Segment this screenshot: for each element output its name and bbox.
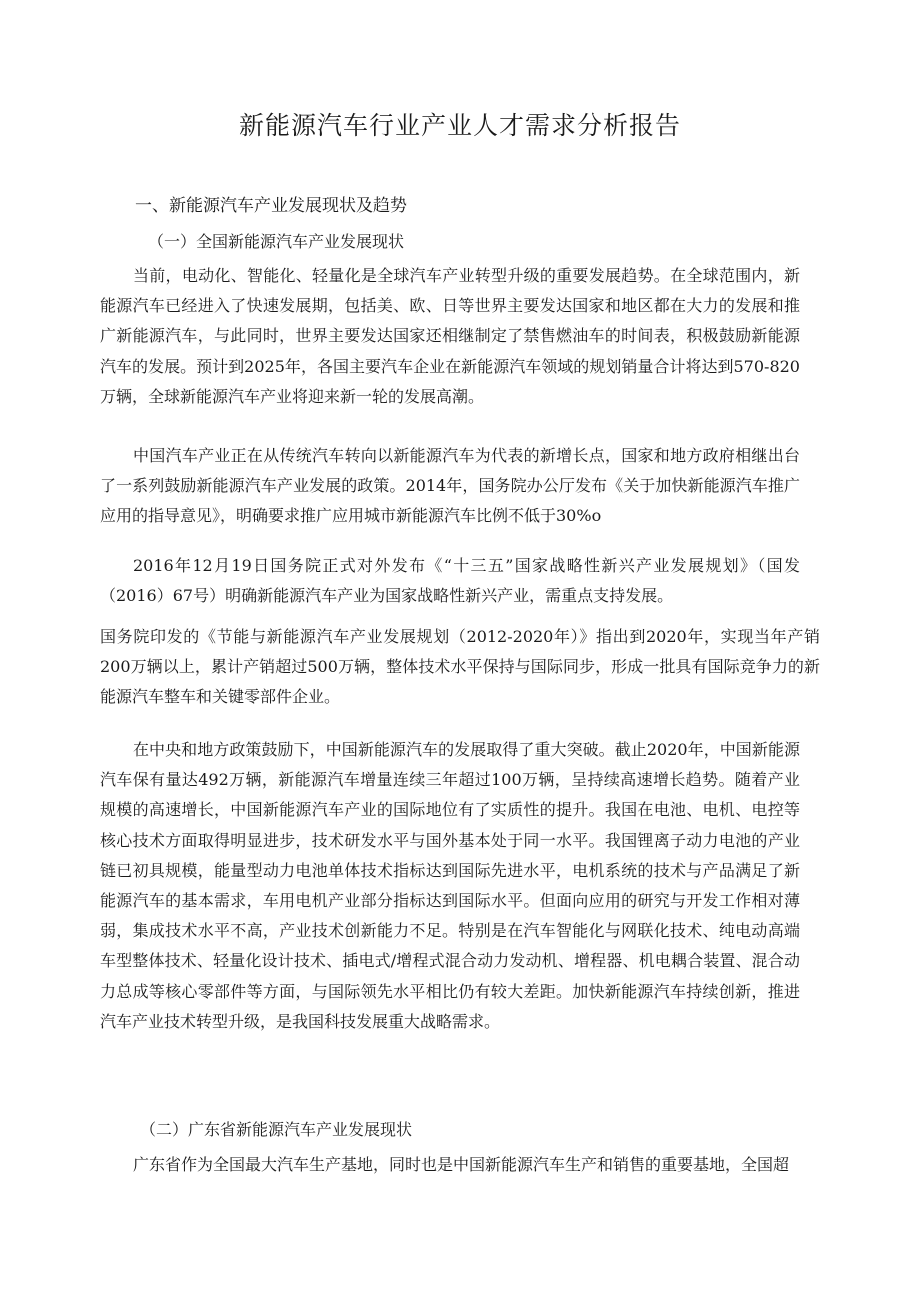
paragraph-13th-five-year-plan: 2016年12月19日国务院正式对外发布《“十三五”国家战略性新兴产业发展规划》（国发（2016）67号）明确新能源汽车产业为国家战略性新兴产业，需重点支持发展。 (100, 556, 800, 606)
paragraph-china-policy: 中国汽车产业正在从传统汽车转向以新能源汽车为代表的新增长点，国家和地方政府相继出台了一系列鼓励新能源汽车产业发展的政策。2014年，国务院办公厅发布《关于加快新能源汽车推广应用的指导意见》，明确要求推广应用城市新能源汽车比例不低于30%o (100, 446, 800, 526)
document-title: 新能源汽车行业产业人才需求分析报告 (238, 111, 681, 140)
subsection-heading-1: （一）全国新能源汽车产业发展现状 (148, 232, 405, 251)
section-heading-1: 一、新能源汽车产业发展现状及趋势 (135, 196, 407, 216)
paragraph-industry-plan: 国务院印发的《节能与新能源汽车产业发展规划（2012-2020年）》指出到2020年，实现当年产销200万辆以上，累计产销超过500万辆，整体技术水平保持与国际同步，形成一批具有国际竞争力的新能源汽车整车和关键零部件企业。 (100, 627, 820, 707)
paragraph-global-trend: 当前，电动化、智能化、轻量化是全球汽车产业转型升级的重要发展趋势。在全球范围内，新能源汽车已经进入了快速发展期，包括美、欧、日等世界主要发达国家和地区都在大力的发展和推广新能源汽车，与此同时，世界主要发达国家还相继制定了禁售燃油车的时间表，积极鼓励新能源汽车的发展。预计到2025年，各国主要汽车企业在新能源汽车领域的规划销量合计将达到570-820万辆，全球新能源汽车产业将迎来新一轮的发展高潮。 (100, 266, 800, 406)
subsection-heading-2: （二）广东省新能源汽车产业发展现状 (140, 1120, 413, 1139)
paragraph-guangdong: 广东省作为全国最大汽车生产基地，同时也是中国新能源汽车生产和销售的重要基地，全国超 (133, 1155, 790, 1174)
paragraph-development-status: 在中央和地方政策鼓励下，中国新能源汽车的发展取得了重大突破。截止2020年，中国新能源汽车保有量达492万辆，新能源汽车增量连续三年超过100万辆，呈持续高速增长趋势。随着产业规模的高速增长，中国新能源汽车产业的国际地位有了实质性的提升。我国在电池、电机、电控等核心技术方面取得明显进步，技术研发水平与国外基本处于同一水平。我国锂离子动力电池的产业链已初具规模，能量型动力电池单体技术指标达到国际先进水平，电机系统的技术与产品满足了新能源汽车的基本需求，车用电机产业部分指标达到国际水平。但面向应用的研究与开发工作相对薄弱，集成技术水平不高，产业技术创新能力不足。特别是在汽车智能化与网联化技术、纯电动高端车型整体技术、轻量化设计技术、插电式/增程式混合动力发动机、增程器、机电耦合装置、混合动力总成等核心零部件等方面，与国际领先水平相比仍有较大差距。加快新能源汽车持续创新，推进汽车产业技术转型升级，是我国科技发展重大战略需求。 (100, 740, 800, 1031)
